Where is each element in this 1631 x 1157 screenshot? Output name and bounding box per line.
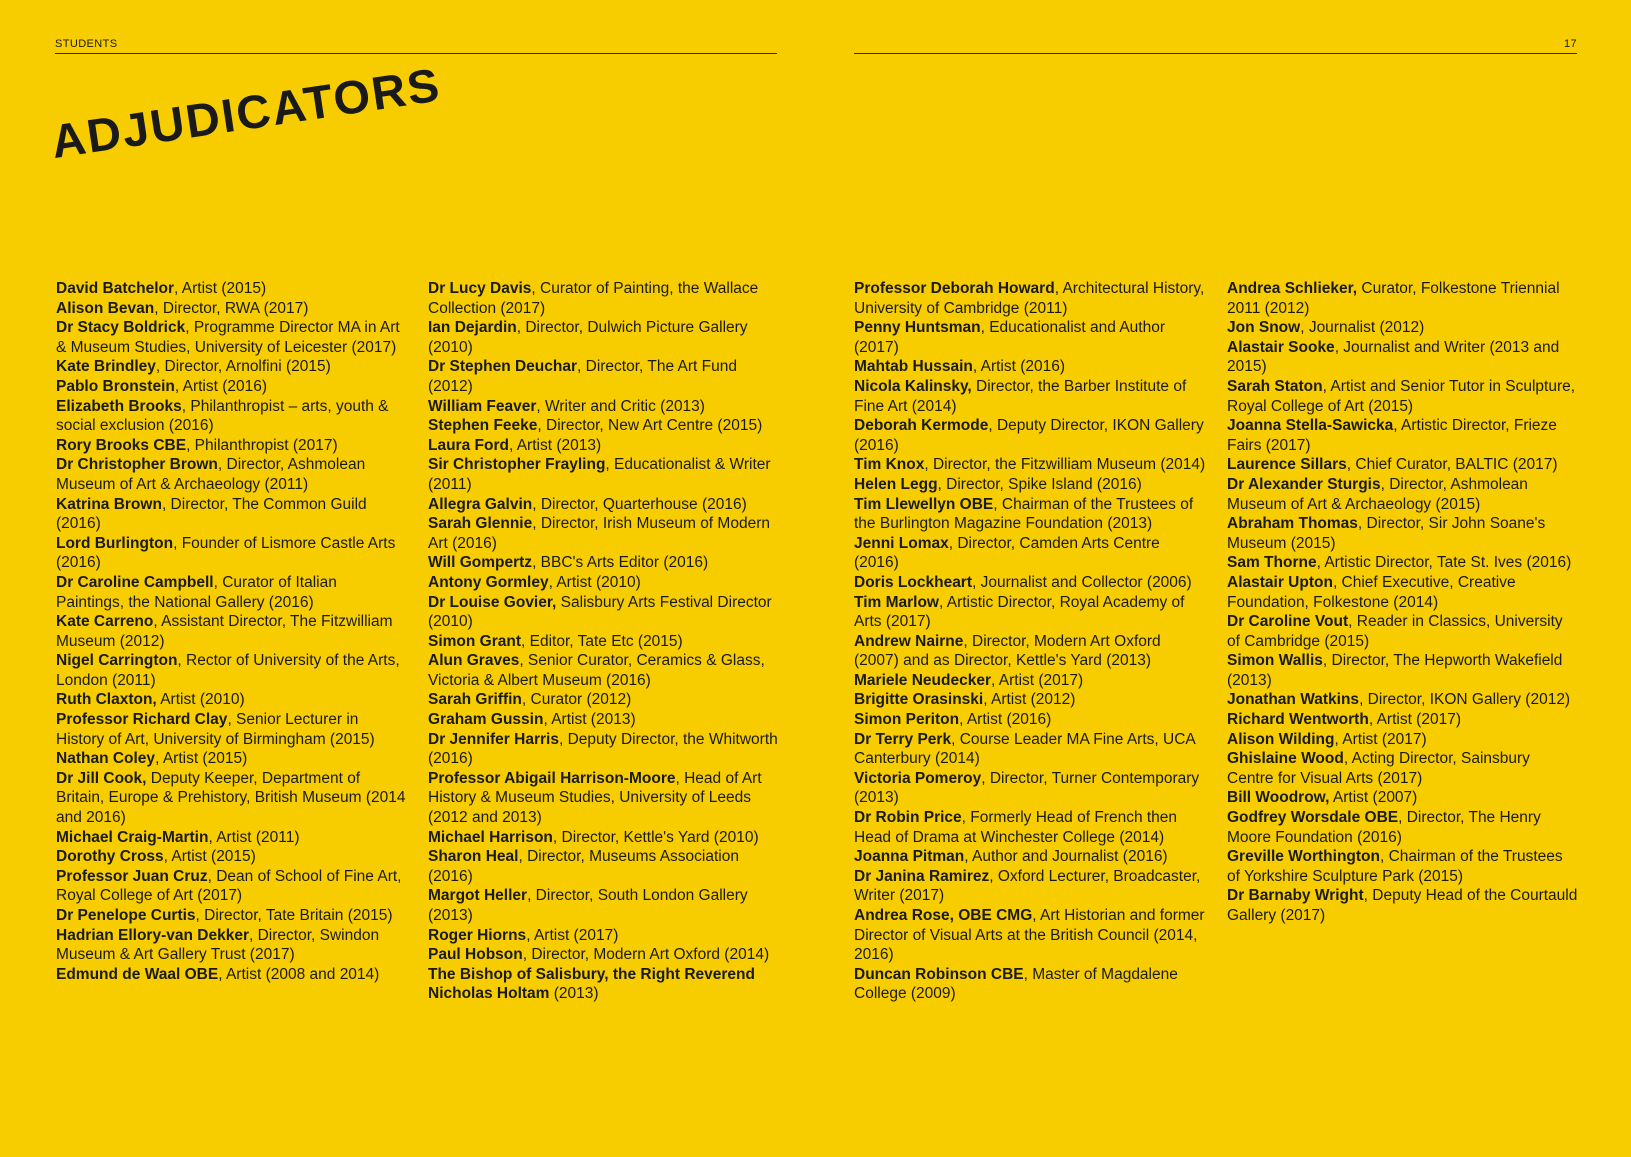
adjudicator-name: Dr Alexander Sturgis [1227,475,1381,493]
adjudicator-name: Kate Brindley [56,358,156,376]
adjudicator-role: , Chief Executive, Creative Foundation, Folkestone (2014) [1227,573,1516,611]
adjudicator-entry [1227,788,1579,808]
adjudicator-entry [428,279,780,318]
adjudicator-role: , Artist (2013) [543,711,636,729]
adjudicator-role: , Artist (2017) [526,926,619,944]
adjudicator-name: Sarah Staton [1227,377,1323,395]
adjudicator-entry [1227,455,1579,475]
adjudicator-role: , Director, South London Gallery (2013) [428,887,748,924]
adjudicator-entry [56,710,408,749]
adjudicator-role: , Artist (2013) [508,436,602,454]
adjudicator-role: , Curator of Painting, the Wallace Collection (2017) [428,280,759,317]
adjudicator-name: Dr Robin Price [854,809,962,827]
adjudicator-role: , Rector of University of the Arts, London (2011) [56,652,400,689]
adjudicator-name: Will Gompertz [428,554,533,572]
adjudicator-entry [428,690,780,710]
adjudicator-role: , Director, the Fitzwilliam Museum (2014) [924,456,1206,474]
adjudicator-entry [56,965,408,985]
adjudicator-role: , Chief Curator, BALTIC (2017) [1346,456,1558,474]
adjudicator-role: , Dean of School of Fine Art, Royal College of Art (2017) [56,867,402,905]
adjudicator-role: Artist (2010) [156,691,245,709]
adjudicator-name: Dr Louise Govier, [428,593,557,611]
adjudicator-role: , Director, Arnolfini (2015) [155,358,331,376]
adjudicator-entry [854,318,1206,357]
adjudicator-entry [428,632,780,652]
adjudicator-entry [854,573,1206,593]
adjudicator-entry [56,397,408,436]
adjudicator-role: , Director, Ashmolean Museum of Art & Archaeology (2015) [1227,475,1528,513]
adjudicator-name: Sarah Glennie [428,515,533,533]
adjudicator-entry [854,690,1206,710]
adjudicator-name: Deborah Kermode [854,417,989,435]
adjudicator-name: David Batchelor [56,280,175,297]
adjudicator-entry [428,593,780,632]
adjudicator-role: (2013) [549,985,599,1003]
adjudicator-name: Mahtab Hussain [854,358,973,376]
adjudicator-role: , Architectural History, University of Cambridge (2011) [854,280,1205,317]
adjudicator-role: , Director, Irish Museum of Modern Art (2016) [428,515,770,552]
adjudicator-role: , Writer and Critic (2013) [536,397,705,415]
adjudicator-entry [56,769,408,828]
adjudicator-entry [1227,612,1579,651]
adjudicator-role: , Artistic Director, Frieze Fairs (2017) [1227,417,1557,454]
page-title: ADJUDICATORS [47,57,445,168]
adjudicator-entry [854,906,1206,965]
adjudicator-role: , Artist (2017) [1334,730,1427,748]
adjudicator-role: , Director, Ashmolean Museum of Art & Archaeology (2011) [56,456,366,493]
adjudicator-role: , Formerly Head of French then Head of Drama at Winchester College (2014) [854,809,1178,846]
adjudicator-role: , Artist (2016) [972,358,1066,376]
adjudicator-role: , Director, Tate Britain (2015) [195,907,393,924]
adjudicator-name: Dr Christopher Brown [56,456,218,474]
adjudicator-entry [1227,651,1579,690]
adjudicator-entry [56,573,408,612]
adjudicator-entry [854,847,1206,867]
adjudicator-role: , Senior Curator, Ceramics & Glass, Victoria & Albert Museum (2016) [428,652,765,689]
adjudicator-entry [56,906,408,926]
adjudicator-role: Salisbury Arts Festival Director (2010) [428,593,772,631]
adjudicator-entry [56,847,408,867]
adjudicator-entry [428,710,780,730]
adjudicator-entry [56,926,408,965]
adjudicator-column-4 [1227,279,1579,926]
adjudicator-name: Simon Periton [854,711,960,729]
adjudicator-role: , Curator (2012) [521,691,632,709]
adjudicator-role: Curator, Folkestone Triennial 2011 (2012) [1227,280,1560,317]
adjudicator-name: Greville Worthington [1227,848,1380,866]
adjudicator-entry [1227,377,1579,416]
adjudicator-entry [428,945,780,965]
adjudicator-name: Dr Terry Perk [854,730,952,748]
adjudicator-name: Professor Deborah Howard [854,280,1055,297]
adjudicator-column-3 [854,279,1206,1004]
adjudicator-name: Ian Dejardin [428,319,517,337]
adjudicator-role: , Artist (2016) [174,377,268,395]
adjudicator-role: , Director, Camden Arts Centre (2016) [854,534,1160,572]
adjudicator-entry [428,436,780,456]
adjudicator-role: Deputy Keeper, Department of Britain, Europe & Prehistory, British Museum (2014 and 2016) [56,769,406,827]
adjudicator-role: , Artist (2017) [1368,711,1461,729]
adjudicator-entry [1227,847,1579,886]
adjudicator-entry [56,455,408,494]
adjudicator-column-1 [56,279,408,984]
adjudicator-role: , Artist (2015) [155,750,248,768]
adjudicator-name: Tim Llewellyn OBE [854,495,994,513]
adjudicator-name: Doris Lockheart [854,573,973,591]
adjudicator-name: Jon Snow [1227,319,1301,337]
adjudicator-role: , Artist (2012) [983,691,1076,709]
adjudicator-entry [854,495,1206,534]
adjudicator-role: , Artist and Senior Tutor in Sculpture, Royal College of Art (2015) [1227,377,1576,415]
adjudicator-role: , Artistic Director, Royal Academy of Arts (2017) [854,593,1185,631]
adjudicator-name: Nigel Carrington [56,652,178,670]
adjudicator-name: Dr Stephen Deuchar [428,358,578,376]
adjudicator-entry [428,553,780,573]
adjudicator-role: , Director, Modern Art Oxford (2007) and as Director, Kettle's Yard (2013) [854,632,1161,670]
adjudicator-role: , Artist (2015) [163,848,256,866]
adjudicator-role: , Artist (2015) [174,280,267,297]
adjudicator-role: , Author and Journalist (2016) [964,848,1168,866]
adjudicator-name: Jonathan Watkins [1227,691,1360,709]
adjudicator-role: , Editor, Tate Etc (2015) [521,632,683,650]
adjudicator-name: Alison Wilding [1227,730,1335,748]
adjudicator-name: Andrew Nairne [854,632,964,650]
adjudicator-name: Graham Gussin [428,711,544,729]
adjudicator-role: , Chairman of the Trustees of Yorkshire Sculpture Park (2015) [1227,848,1563,885]
adjudicator-entry [1227,553,1579,573]
adjudicator-entry [854,455,1206,475]
adjudicator-role: , Course Leader MA Fine Arts, UCA Canterbury (2014) [854,730,1195,768]
adjudicator-role: , Director, Spike Island (2016) [937,475,1142,493]
adjudicator-role: , Director, Swindon Museum & Art Gallery Trust (2017) [56,926,380,964]
adjudicator-entry [854,632,1206,671]
adjudicator-entry [854,965,1206,1004]
adjudicator-name: Professor Juan Cruz [56,867,208,885]
adjudicator-role: , Director, Turner Contemporary (2013) [854,769,1200,807]
adjudicator-role: , Master of Magdalene College (2009) [854,965,1178,1003]
adjudicator-name: Joanna Stella-Sawicka [1227,417,1394,435]
adjudicator-entry [428,965,780,1004]
adjudicator-name: Laurence Sillars [1227,456,1347,474]
adjudicator-entry [56,749,408,769]
adjudicator-name: Edmund de Waal OBE [56,965,219,983]
adjudicator-role: , Philanthropist (2017) [186,436,338,454]
adjudicator-entry [854,593,1206,632]
adjudicator-entry [428,769,780,828]
adjudicator-role: , Oxford Lecturer, Broadcaster, Writer (2017) [854,867,1201,905]
adjudicator-role: , Director, Kettle's Yard (2010) [552,828,759,846]
adjudicator-role: , Art Historian and former Director of Visual Arts at the British Council (2014, 2016) [854,907,1205,964]
adjudicator-name: Rory Brooks CBE [56,436,187,454]
adjudicator-entry [428,828,780,848]
adjudicator-name: Ruth Claxton, [56,691,157,709]
adjudicator-entry [1227,279,1579,318]
adjudicator-name: Nathan Coley [56,750,156,768]
adjudicator-entry [56,828,408,848]
adjudicator-entry [854,867,1206,906]
adjudicator-name: Dorothy Cross [56,848,164,866]
adjudicator-name: Alison Bevan [56,299,155,317]
adjudicator-entry [56,690,408,710]
adjudicator-entry [1227,690,1579,710]
adjudicator-entry [428,416,780,436]
adjudicator-entry [56,534,408,573]
adjudicator-name: Dr Penelope Curtis [56,907,196,924]
adjudicator-name: Kate Carreno [56,613,154,631]
adjudicator-name: Mariele Neudecker [854,671,991,689]
adjudicator-role: , Artist (2016) [959,711,1052,729]
adjudicator-role: , Journalist and Collector (2006) [972,573,1192,591]
adjudicator-name: Tim Knox [854,456,925,474]
adjudicator-role: , BBC's Arts Editor (2016) [532,554,709,572]
adjudicator-name: Duncan Robinson CBE [854,965,1024,983]
adjudicator-entry [854,279,1206,318]
adjudicator-entry [1227,710,1579,730]
adjudicator-role: , Assistant Director, The Fitzwilliam Museum (2012) [56,613,393,650]
adjudicator-name: Dr Caroline Campbell [56,573,214,591]
adjudicator-name: Margot Heller [428,887,528,905]
adjudicator-name: Brigitte Orasinski [854,691,984,709]
adjudicator-name: Jenni Lomax [854,534,949,552]
adjudicator-entry [1227,573,1579,612]
adjudicator-role: , Director, Modern Art Oxford (2014) [522,946,770,964]
adjudicator-role: , Director, Sir John Soane's Museum (2015) [1227,515,1546,552]
adjudicator-name: Michael Craig-Martin [56,828,209,846]
adjudicator-name: Alastair Sooke [1227,338,1335,356]
adjudicator-role: , Director, Museums Association (2016) [428,848,739,885]
adjudicator-role: , Journalist (2012) [1300,319,1425,337]
adjudicator-name: Sam Thorne [1227,554,1317,572]
adjudicator-role: , Educationalist and Author (2017) [854,319,1166,356]
adjudicator-name: The Bishop of Salisbury, the Right Reverend Nicholas Holtam [428,965,755,1003]
adjudicator-role: , Head of Art History & Museum Studies, University of Leeds (2012 and 2013) [428,769,762,827]
adjudicator-entry [854,534,1206,573]
adjudicator-role: , Philanthropist – arts, youth & social exclusion (2016) [56,397,389,435]
adjudicator-name: Katrina Brown [56,495,162,513]
adjudicator-name: Alastair Upton [1227,573,1333,591]
adjudicator-role: , Director, RWA (2017) [154,299,309,317]
adjudicator-entry [56,299,408,319]
adjudicator-entry [1227,475,1579,514]
adjudicator-role: , Artist (2008 and 2014) [218,965,380,983]
adjudicator-entry [854,357,1206,377]
adjudicator-name: Dr Barnaby Wright [1227,887,1364,905]
adjudicator-role: , Director, The Art Fund (2012) [428,358,737,395]
adjudicator-role: , Founder of Lismore Castle Arts (2016) [56,534,396,572]
adjudicator-entry [1227,808,1579,847]
adjudicator-role: , Deputy Director, the Whitworth (2016) [428,730,778,768]
adjudicator-role: , Educationalist & Writer (2011) [428,456,771,493]
adjudicator-entry [1227,514,1579,553]
header-rule-right [854,53,1577,54]
adjudicator-name: Tim Marlow [854,593,939,611]
adjudicator-name: Helen Legg [854,475,938,493]
adjudicator-role: , Reader in Classics, University of Cambridge (2015) [1227,613,1563,650]
adjudicator-entry [428,455,780,494]
adjudicator-name: Andrea Schlieker, [1227,280,1358,297]
adjudicator-entry [428,926,780,946]
adjudicator-entry [56,495,408,534]
adjudicator-entry [428,730,780,769]
adjudicator-name: Antony Gormley [428,573,549,591]
adjudicator-entry [56,318,408,357]
adjudicator-entry [56,357,408,377]
adjudicator-name: Professor Abigail Harrison-Moore [428,769,676,787]
adjudicator-role: , Director, IKON Gallery (2012) [1359,691,1571,709]
page-number: 17 [1563,38,1577,50]
adjudicator-name: Sarah Griffin [428,691,522,709]
adjudicator-role: , Senior Lecturer in History of Art, University of Birmingham (2015) [56,711,375,748]
adjudicator-name: Elizabeth Brooks [56,397,182,415]
adjudicator-name: Penny Huntsman [854,319,981,337]
adjudicator-entry [854,769,1206,808]
adjudicator-entry [428,514,780,553]
adjudicator-entry [56,279,408,299]
adjudicator-entry [854,377,1206,416]
adjudicator-name: Ghislaine Wood [1227,750,1344,768]
adjudicator-role: , Acting Director, Sainsbury Centre for Visual Arts (2017) [1227,750,1530,787]
adjudicator-name: Nicola Kalinsky, [854,377,972,395]
adjudicator-role: , Artist (2011) [208,828,300,846]
adjudicator-entry [56,377,408,397]
adjudicator-entry [428,573,780,593]
adjudicator-entry [428,495,780,515]
adjudicator-role: , Deputy Head of the Courtauld Gallery (2017) [1227,887,1578,924]
adjudicator-name: Dr Lucy Davis [428,280,532,297]
adjudicator-entry [854,475,1206,495]
adjudicator-name: Bill Woodrow, [1227,789,1330,807]
adjudicator-role: , Chairman of the Trustees of the Burlington Magazine Foundation (2013) [854,495,1194,533]
adjudicator-entry [56,612,408,651]
adjudicator-name: Laura Ford [428,436,509,454]
adjudicator-name: Roger Hiorns [428,926,527,944]
adjudicator-entry [1227,416,1579,455]
adjudicator-name: Stephen Feeke [428,417,538,435]
adjudicator-name: Professor Richard Clay [56,711,228,729]
adjudicator-entry [428,397,780,417]
adjudicator-entry [1227,749,1579,788]
adjudicator-name: Allegra Galvin [428,495,533,513]
adjudicator-name: William Feaver [428,397,537,415]
adjudicator-role: Artist (2007) [1329,789,1418,807]
adjudicator-name: Victoria Pomeroy [854,769,982,787]
adjudicator-entry [428,357,780,396]
adjudicator-name: Simon Grant [428,632,522,650]
adjudicator-name: Dr Janina Ramirez [854,867,990,885]
adjudicator-name: Michael Harrison [428,828,553,846]
adjudicator-role: , Artist (2017) [991,671,1084,689]
adjudicator-role: , Deputy Director, IKON Gallery (2016) [854,417,1204,454]
adjudicator-role: , Director, Dulwich Picture Gallery (2010) [428,319,748,356]
adjudicator-name: Sir Christopher Frayling [428,456,606,474]
adjudicator-role: , Artistic Director, Tate St. Ives (2016) [1316,554,1572,572]
adjudicator-name: Dr Jennifer Harris [428,730,559,748]
adjudicator-entry [854,671,1206,691]
adjudicator-entry [56,867,408,906]
adjudicator-entry [1227,318,1579,338]
adjudicator-entry [56,651,408,690]
adjudicator-role: , Journalist and Writer (2013 and 2015) [1227,338,1560,376]
adjudicator-role: , Curator of Italian Paintings, the National Gallery (2016) [56,573,337,611]
adjudicator-name: Richard Wentworth [1227,711,1369,729]
header-rule-left [55,53,777,54]
adjudicator-entry [56,436,408,456]
adjudicator-name: Pablo Bronstein [56,377,175,395]
adjudicator-role: , Programme Director MA in Art & Museum Studies, University of Leicester (2017) [56,319,400,356]
adjudicator-name: Dr Stacy Boldrick [56,319,186,337]
adjudicator-entry [854,710,1206,730]
adjudicator-name: Alun Graves [428,652,520,670]
adjudicator-role: Director, the Barber Institute of Fine Art (2014) [854,377,1187,415]
adjudicator-role: , Director, The Common Guild (2016) [56,495,367,533]
adjudicator-name: Andrea Rose, OBE CMG [854,907,1033,924]
adjudicator-name: Joanna Pitman [854,848,965,866]
adjudicator-entry [428,847,780,886]
adjudicator-entry [1227,886,1579,925]
adjudicator-name: Paul Hobson [428,946,523,964]
adjudicator-entry [854,730,1206,769]
adjudicator-name: Sharon Heal [428,848,519,866]
adjudicator-entry [1227,338,1579,377]
adjudicator-name: Godfrey Worsdale OBE [1227,809,1399,827]
adjudicator-role: , Artist (2010) [548,573,641,591]
adjudicator-entry [428,651,780,690]
adjudicator-name: Dr Jill Cook, [56,769,147,787]
adjudicator-role: , Director, Quarterhouse (2016) [532,495,747,513]
adjudicator-column-2 [428,279,780,1004]
adjudicator-entry [854,416,1206,455]
adjudicator-role: , Director, The Hepworth Wakefield (2013) [1227,652,1563,689]
adjudicator-name: Hadrian Ellory-van Dekker [56,926,249,944]
adjudicator-name: Lord Burlington [56,534,174,552]
section-label: STUDENTS [55,38,118,50]
adjudicator-entry [1227,730,1579,750]
adjudicator-entry [428,886,780,925]
adjudicator-name: Abraham Thomas [1227,515,1358,533]
adjudicator-name: Dr Caroline Vout [1227,613,1349,631]
adjudicator-role: , Director, New Art Centre (2015) [537,417,763,435]
adjudicator-entry [854,808,1206,847]
adjudicator-entry [428,318,780,357]
adjudicator-name: Simon Wallis [1227,652,1323,670]
adjudicator-role: , Director, The Henry Moore Foundation (2016) [1227,809,1541,846]
